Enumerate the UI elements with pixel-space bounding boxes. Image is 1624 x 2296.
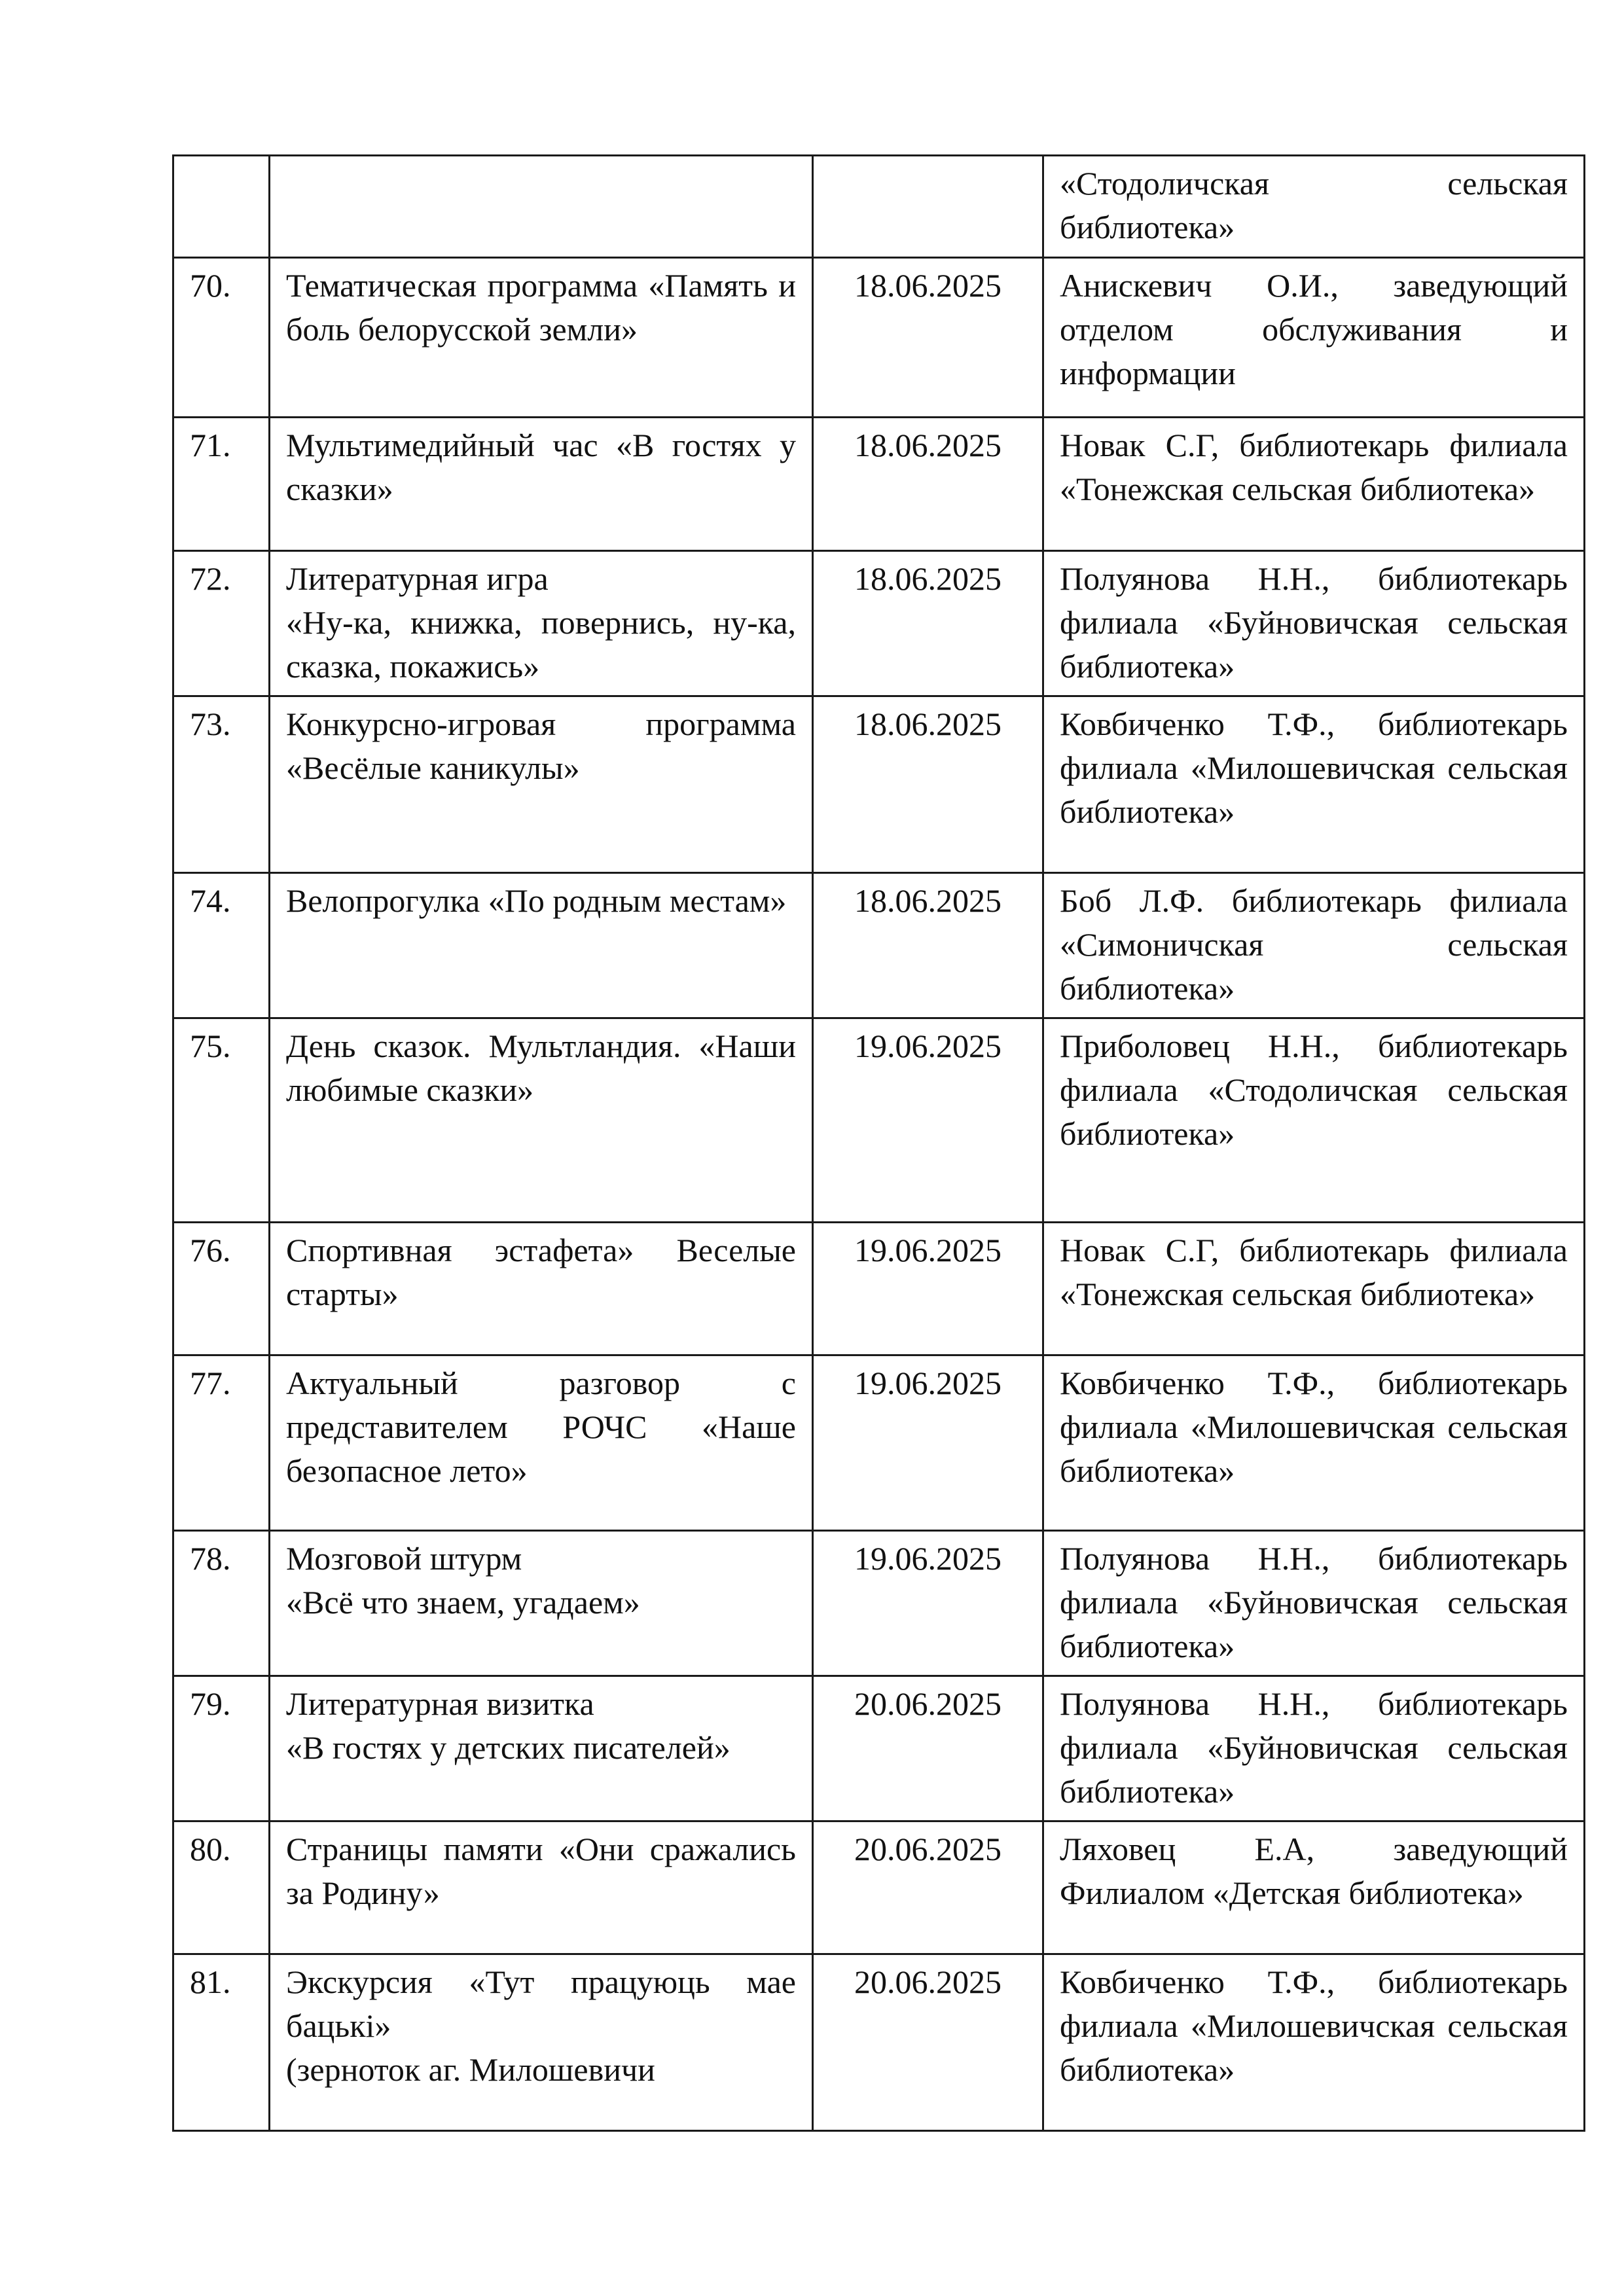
event-date: 19.06.2025 xyxy=(813,1531,1043,1676)
event-date: 20.06.2025 xyxy=(813,1954,1043,2131)
table-row xyxy=(173,1018,1585,1223)
row-number: 78. xyxy=(173,1531,270,1676)
event-title-line: «Всё что знаем, угадаем» xyxy=(286,1584,640,1621)
event-title: Спортивная эстафета» Веселые старты» xyxy=(270,1223,813,1355)
responsible-person: Ковбиченко Т.Ф., библиотекарь филиала «Милошевичская сельская библиотека» xyxy=(1043,696,1585,873)
row-number: 77. xyxy=(173,1355,270,1531)
responsible-person: Приболовец Н.Н., библиотекарь филиала «Стодоличская сельская библиотека» xyxy=(1043,1018,1585,1223)
table-row xyxy=(173,418,1585,551)
responsible-person: Ковбиченко Т.Ф., библиотекарь филиала «Милошевичская сельская библиотека» xyxy=(1043,1355,1585,1531)
event-title-line: «Ну-ка, книжка, повернись, ну-ка, сказка, покажись» xyxy=(286,604,796,685)
event-date: 19.06.2025 xyxy=(813,1018,1043,1223)
row-number: 71. xyxy=(173,418,270,551)
event-date: 18.06.2025 xyxy=(813,873,1043,1018)
table-row xyxy=(173,258,1585,418)
table-row xyxy=(173,1223,1585,1355)
responsible-person: Полуянова Н.Н., библиотекарь филиала «Буйновичская сельская библиотека» xyxy=(1043,1531,1585,1676)
responsible-person: Ковбиченко Т.Ф., библиотекарь филиала «Милошевичская сельская библиотека» xyxy=(1043,1954,1585,2131)
responsible-person: «Стодоличская сельская библиотека» xyxy=(1043,156,1585,258)
table-row xyxy=(173,1676,1585,1821)
event-title-line: Экскурсия «Тут працуюць мае бацькі» xyxy=(286,1964,796,2044)
event-title xyxy=(270,1531,813,1676)
event-title xyxy=(270,551,813,696)
table-row xyxy=(173,551,1585,696)
event-date: 19.06.2025 xyxy=(813,1355,1043,1531)
event-date: 18.06.2025 xyxy=(813,551,1043,696)
event-date xyxy=(813,156,1043,258)
event-title-line: «В гостях у детских писателей» xyxy=(286,1729,731,1766)
table-row xyxy=(173,1954,1585,2131)
table-row xyxy=(173,1355,1585,1531)
row-number: 72. xyxy=(173,551,270,696)
event-date: 18.06.2025 xyxy=(813,258,1043,418)
event-title-line: Мозговой штурм xyxy=(286,1540,522,1577)
event-title: Мультимедийный час «В гостях у сказки» xyxy=(270,418,813,551)
event-title xyxy=(270,1676,813,1821)
responsible-person: Анискевич О.И., заведующий отделом обслуживания и информации xyxy=(1043,258,1585,418)
event-title: Актуальный разговор с представителем РОЧС «Наше безопасное лето» xyxy=(270,1355,813,1531)
row-number: 70. xyxy=(173,258,270,418)
events-table xyxy=(172,154,1585,2132)
row-number: 81. xyxy=(173,1954,270,2131)
responsible-person: Полуянова Н.Н., библиотекарь филиала «Буйновичская сельская библиотека» xyxy=(1043,1676,1585,1821)
event-title: Страницы памяти «Они сражались за Родину» xyxy=(270,1821,813,1954)
event-title-line: Литературная визитка xyxy=(286,1685,594,1722)
row-number: 74. xyxy=(173,873,270,1018)
event-date: 19.06.2025 xyxy=(813,1223,1043,1355)
row-number: 79. xyxy=(173,1676,270,1821)
table-row xyxy=(173,1821,1585,1954)
event-title xyxy=(270,1954,813,2131)
event-title-line: (зерноток аг. Милошевичи xyxy=(286,2051,655,2088)
responsible-person: Боб Л.Ф. библиотекарь филиала «Симоничская сельская библиотека» xyxy=(1043,873,1585,1018)
event-date: 20.06.2025 xyxy=(813,1821,1043,1954)
event-date: 18.06.2025 xyxy=(813,696,1043,873)
event-date: 18.06.2025 xyxy=(813,418,1043,551)
responsible-person: Новак С.Г, библиотекарь филиала «Тонежская сельская библиотека» xyxy=(1043,1223,1585,1355)
row-number: 75. xyxy=(173,1018,270,1223)
table-row xyxy=(173,156,1585,258)
row-number: 80. xyxy=(173,1821,270,1954)
responsible-person: Ляховец Е.А, заведующий Филиалом «Детская библиотека» xyxy=(1043,1821,1585,1954)
event-title: День сказок. Мультландия. «Наши любимые сказки» xyxy=(270,1018,813,1223)
table-row xyxy=(173,696,1585,873)
event-title: Тематическая программа «Память и боль белорусской земли» xyxy=(270,258,813,418)
event-title: Велопрогулка «По родным местам» xyxy=(270,873,813,1018)
row-number: 76. xyxy=(173,1223,270,1355)
row-number: 73. xyxy=(173,696,270,873)
event-title: Конкурсно-игровая программа «Весёлые каникулы» xyxy=(270,696,813,873)
table-row xyxy=(173,873,1585,1018)
event-date: 20.06.2025 xyxy=(813,1676,1043,1821)
row-number xyxy=(173,156,270,258)
responsible-person: Полуянова Н.Н., библиотекарь филиала «Буйновичская сельская библиотека» xyxy=(1043,551,1585,696)
responsible-person: Новак С.Г, библиотекарь филиала «Тонежская сельская библиотека» xyxy=(1043,418,1585,551)
event-title xyxy=(270,156,813,258)
table-row xyxy=(173,1531,1585,1676)
event-title-line: Литературная игра xyxy=(286,560,549,597)
